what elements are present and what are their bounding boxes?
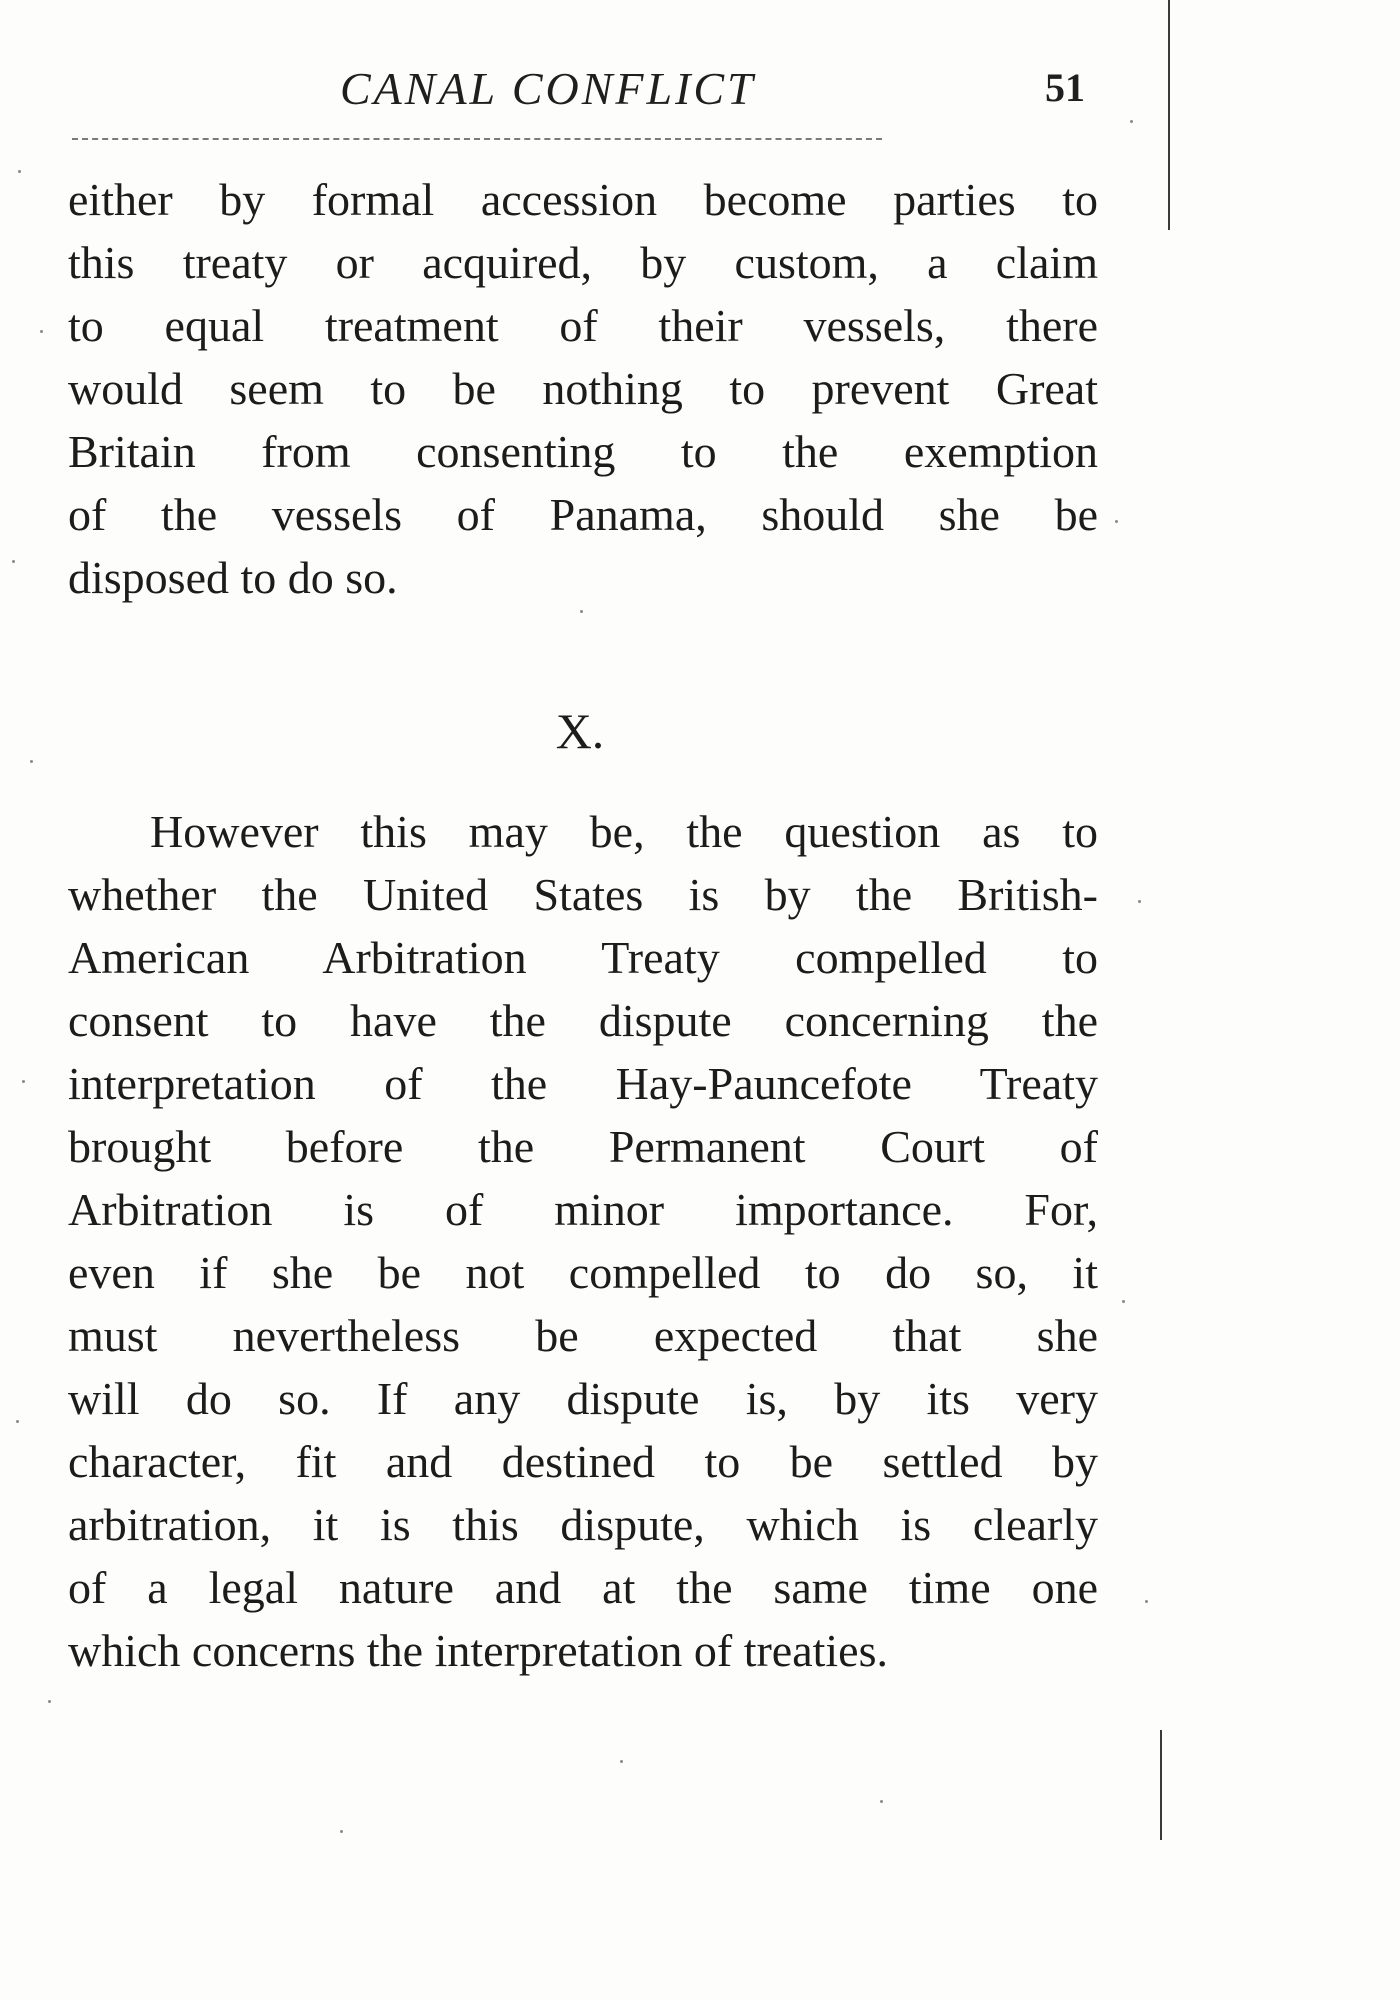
scan-speck: [48, 1700, 51, 1703]
text-line: Britain from consenting to the exemption: [68, 426, 1098, 477]
scan-speck: [40, 330, 43, 333]
section-heading: X.: [555, 703, 605, 759]
scan-speck: [22, 1080, 25, 1083]
text-line: However this may be, the question as to: [150, 806, 1098, 857]
text-line: consent to have the dispute concerning the: [68, 995, 1098, 1046]
scan-speck: [620, 1760, 623, 1763]
running-title: CANAL CONFLICT: [340, 63, 756, 114]
text-line: will do so. If any dispute is, by its very: [68, 1373, 1098, 1424]
scan-speck: [1115, 520, 1118, 523]
text-line: to equal treatment of their vessels, there: [68, 300, 1098, 351]
scan-speck: [18, 170, 21, 173]
text-line: even if she be not compelled to do so, it: [68, 1247, 1098, 1298]
page-number: 51: [1045, 65, 1085, 110]
scan-speck: [16, 1420, 19, 1423]
scan-speck: [1130, 120, 1133, 123]
text-line: either by formal accession become parties to: [68, 174, 1098, 225]
text-line: of the vessels of Panama, should she be: [68, 489, 1098, 540]
text-line: Arbitration is of minor importance. For,: [68, 1184, 1098, 1235]
scan-speck: [1145, 1600, 1148, 1603]
scan-speck: [880, 1800, 883, 1803]
text-line: brought before the Permanent Court of: [68, 1121, 1098, 1172]
text-line: disposed to do so.: [68, 552, 398, 603]
text-line: character, fit and destined to be settled by: [68, 1436, 1098, 1487]
scan-speck: [1138, 900, 1141, 903]
scan-speck: [1122, 1300, 1125, 1303]
header-rule: [72, 138, 882, 140]
text-line: which concerns the interpretation of treaties.: [68, 1625, 889, 1676]
text-line: must nevertheless be expected that she: [68, 1310, 1098, 1361]
paragraph-section-x: [68, 800, 1098, 1682]
paragraph-continued: [68, 168, 1098, 609]
text-line: whether the United States is by the British-: [68, 869, 1098, 920]
text-line: of a legal nature and at the same time one: [68, 1562, 1098, 1613]
page-edge-mark-top: [1168, 0, 1170, 230]
scan-speck: [30, 760, 33, 763]
text-line: this treaty or acquired, by custom, a claim: [68, 237, 1098, 288]
scan-speck: [12, 560, 15, 563]
text-line: American Arbitration Treaty compelled to: [68, 932, 1098, 983]
text-line: arbitration, it is this dispute, which is clearly: [68, 1499, 1098, 1550]
text-line: would seem to be nothing to prevent Great: [68, 363, 1098, 414]
text-line: interpretation of the Hay-Pauncefote Treaty: [68, 1058, 1098, 1109]
page-edge-mark-bottom: [1160, 1730, 1162, 1840]
scan-speck: [580, 610, 583, 613]
scan-speck: [340, 1830, 343, 1833]
